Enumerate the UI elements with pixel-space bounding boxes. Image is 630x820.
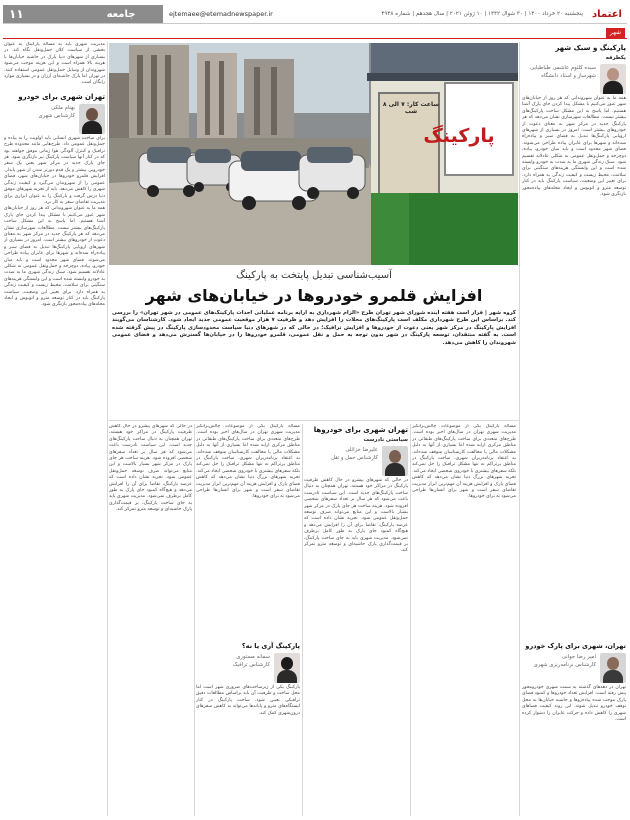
working-hours-sign: ساعت کار: ۷ الی ۸ شب bbox=[382, 101, 440, 115]
story-headline: افزایش قلمرو خودروها در خیابان‌های شهر bbox=[145, 286, 483, 305]
newspaper-logo: اعتماد bbox=[592, 8, 622, 20]
left-column-top-text: مدیریت شهری باید به مساله پارکینگ به عنوان بخشی از سیاست کلان حمل‌ونقل نگاه کند. در بسیاری از شهرهای دنیا پارک در حاشیه خیابان‌ها با هزینه بالا همراه است و این هزینه موجب می‌شود شهروندان از وسایل حمل‌ونقل عمومی استفاده کنند. در تهران اما پارک حاشیه‌ای ارزان و در بسیاری موارد رایگان است. bbox=[4, 42, 105, 86]
author-name: امیر رضا جوانی bbox=[561, 654, 596, 660]
middle-box-title: پارکینگ آری یا نه؟ bbox=[241, 642, 300, 650]
middle-box bbox=[196, 640, 300, 816]
author-role: کارشناس برنامه‌ریزی شهری bbox=[533, 662, 596, 668]
author-role: کارشناس شهری bbox=[38, 112, 75, 119]
author-photo bbox=[79, 104, 105, 134]
parking-photo bbox=[109, 43, 518, 265]
lead-divider bbox=[109, 420, 519, 421]
author-name: سیده کلثوم عاشمی طباطبایی bbox=[530, 65, 596, 71]
right-column-body: همه ما به عنوان شهروندانی که هر روز از خیابان‌های شهر عبور می‌کنیم با مشکل پیدا کردن جای پارک آشنا هستیم. اما پاسخ به این مشکل ساخت پارکینگ‌های بیشتر نیست. مطالعات شهرسازی نشان می‌دهد که هر پارکینگ جدید در مرکز شهر به معنای دعوت از خودروهای بیشتر است. امروز در بسیاری از شهرهای اروپایی پارکینگ‌ها تبدیل به فضای سبز و پیاده‌راه شده‌اند و شهرها برای عابران پیاده طراحی می‌شوند. فضای شهر محدود است و باید میان خودرو، پیاده، دوچرخه و حمل‌ونقل عمومی به شکلی عادلانه تقسیم شود. سبک زندگی شهری ما به شدت به خودرو وابسته شده است و این وابستگی هزینه‌های سنگینی برای سلامت، محیط زیست و کیفیت زندگی به همراه دارد. برای تغییر این وضعیت، سیاست پارکینگ باید در کنار توسعه مترو و اتوبوس و ایجاد محله‌های پیاده‌محور بازنگری شود. bbox=[522, 96, 626, 198]
author-role: شهرساز و استاد دانشگاه bbox=[541, 73, 596, 79]
page-number: ۱۱ bbox=[3, 5, 79, 23]
right-box-body: تهران در دهه‌های گذشته به سمت شهری خودرومحور پیش رفته است. افزایش تعداد خودروها و کمبود فضای پارک موجب شده پیاده‌روها و حاشیه خیابان‌ها به محل توقف خودرو تبدیل شوند. این روند کیفیت فضاهای شهری را کاهش داده و حرکت عابران را دشوار کرده است. bbox=[522, 685, 626, 723]
column-divider bbox=[107, 42, 108, 816]
continuation-text: مساله پارکینگ یکی از موضوعات چالش‌برانگیز مدیریت شهری تهران در سال‌های اخیر بوده است. طرح‌های متعددی برای ساخت پارکینگ‌های طبقاتی در مناطق مرکزی ارایه شده اما بسیاری از آنها به دلیل مشکلات مالی یا مخالفت کارشناسان متوقف شده‌اند. به اعتقاد برنامه‌ریزان شهری، ساخت پارکینگ در مناطق پرتراکم نه تنها مشکل ترافیک را حل نمی‌کند بلکه سفرهای بیشتری با خودروی شخصی ایجاد می‌کند. تجربه شهرهای بزرگ دنیا نشان می‌دهد که کاهش فضای پارک و افزایش هزینه آن مهم‌ترین ابزار مدیریت تقاضای سفر است و شهر برای انسان‌ها طراحی می‌شود نه برای خودروها. bbox=[196, 424, 300, 500]
story-lead-text: گروه شهر | قرار است هفته آینده شورای شهر تهران طرح «الزام شهرداری به ارایه برنامه عملیاتی احداث پارکینگ‌های عمومی در شهر تهران» را بررسی کند. براساس این طرح شهرداری مکلف است پارکینگ‌های محلات را افزایش دهد و ظرفیت ۷ هزار موقعیت عمومی جدید ایجاد شود. کارشناسان می‌گویند افزایش پارکینگ در مرکز شهر یعنی دعوت از خودروها و افزایش ترافیک؛ در حالی که در شهرهای دنیا سیاست محدودسازی پارکینگ در پیش گرفته شده است. به گفته منتقدان، توسعه پارکینگ در شهر بدون توجه به حمل و نقل عمومی، قلمرو خودروها را در خیابان‌ها گسترش می‌دهد و فضای عمومی شهروندان را کاهش می‌دهد. bbox=[112, 310, 516, 346]
parking-lot-illustration bbox=[109, 43, 518, 265]
author-role: کارشناس ترافیک bbox=[232, 662, 270, 668]
page-header bbox=[3, 5, 627, 24]
parking-sign-text: پارکینگ bbox=[423, 125, 495, 147]
right-column bbox=[522, 42, 626, 642]
column-divider bbox=[302, 424, 303, 816]
column-divider bbox=[410, 424, 411, 816]
story-kicker: آسیب‌شناسی تبدیل پایتخت به پارکینگ bbox=[236, 270, 392, 281]
main-story-text: مساله پارکینگ یکی از موضوعات چالش‌برانگیز مدیریت شهری تهران در سال‌های اخیر بوده است. طرح‌های متعددی برای ساخت پارکینگ‌های طبقاتی در مناطق مرکزی ارایه شده اما بسیاری از آنها به دلیل مشکلات مالی یا مخالفت کارشناسان متوقف شده‌اند. به اعتقاد برنامه‌ریزان شهری، ساخت پارکینگ در مناطق پرتراکم نه تنها مشکل ترافیک را حل نمی‌کند بلکه سفرهای بیشتری با خودروی شخصی ایجاد می‌کند. تجربه شهرهای بزرگ دنیا نشان می‌دهد که کاهش فضای پارک و افزایش هزینه آن مهم‌ترین ابزار مدیریت تقاضای سفر است و شهر برای انسان‌ها طراحی می‌شود نه برای خودروها. bbox=[412, 424, 516, 500]
author-photo bbox=[274, 653, 300, 683]
middle-column bbox=[304, 424, 408, 816]
section-label: جامعه bbox=[79, 5, 163, 23]
inner-left-column bbox=[109, 424, 192, 816]
right-column-title: پارکینگ و سبک شهر bbox=[555, 44, 626, 52]
left-column-body-continued: همه ما به عنوان شهروندانی که هر روز از خیابان‌های شهر عبور می‌کنیم با مشکل پیدا کردن جای پارک آشنا هستیم. اما پاسخ به این مشکل ساخت پارکینگ‌های بیشتر نیست. مطالعات شهرسازی نشان می‌دهد که هر پارکینگ جدید در مرکز شهر به معنای دعوت از خودروهای بیشتر است. امروز در بسیاری از شهرهای اروپایی پارکینگ‌ها تبدیل به فضای سبز و پیاده‌راه شده‌اند و شهرها برای عابران پیاده طراحی می‌شوند. فضای شهر محدود است و باید میان خودرو، پیاده، دوچرخه و حمل‌ونقل عمومی به شکلی عادلانه تقسیم شود. سبک زندگی شهری ما به شدت به خودرو وابسته شده است و این وابستگی هزینه‌های سنگینی برای سلامت، محیط زیست و کیفیت زندگی به همراه دارد. برای تغییر این وضعیت، سیاست پارکینگ باید در کنار توسعه مترو و اتوبوس و ایجاد محله‌های پیاده‌محور بازنگری شود. bbox=[4, 206, 105, 308]
author-name: بهنام ملکی bbox=[50, 104, 75, 111]
right-column-box bbox=[522, 640, 626, 816]
section-email[interactable]: ejtemaee@etemadnewspaper.ir bbox=[169, 10, 273, 18]
left-column bbox=[4, 42, 105, 816]
story-lead bbox=[112, 310, 516, 418]
inner-left-text: در حالی که شهرهای پیشرو در حال کاهش ظرفیت پارکینگ در مراکز خود هستند، تهران همچنان به دنبال ساخت پارکینگ‌های جدید است. این سیاست نادرست باعث می‌شود که هر سال بر تعداد سفرهای شخصی افزوده شود. هزینه ساخت هر جای پارک در مرکز شهر بسیار بالاست و این منابع می‌تواند صرف توسعه حمل‌ونقل عمومی شود. تجربه نشان داده است که عرضه پارکینگ، تقاضا برای آن را افزایش می‌دهد و هیچ‌گاه کمبود جای پارک به طور کامل برطرف نمی‌شود. مدیریت شهری باید به جای ساخت پارکینگ، بر قیمت‌گذاری پارک حاشیه‌ای و توسعه مترو تمرکز کند. bbox=[109, 424, 192, 513]
right-column-subtitle: یکطرفه bbox=[605, 55, 626, 61]
author-photo bbox=[600, 64, 626, 94]
author-role: کارشناس حمل و نقل bbox=[331, 455, 378, 461]
middle-box-body: پارکینگ یکی از زیرساخت‌های ضروری شهر است اما محل ساخت و ظرفیت آن باید براساس مطالعات دقیق ترافیکی تعیین شود. ساخت پارکینگ در کنار ایستگاه‌های مترو و پایانه‌ها می‌تواند به کاهش سفرهای درون‌شهری کمک کند. bbox=[196, 685, 300, 716]
left-column-body: برای ساخت شهری انسانی باید اولویت را به پیاده و حمل‌ونقل عمومی داد. طرح‌هایی مانند محدوده طرح ترافیک و کنترل آلودگی هوا زمانی موفق خواهند بود که در کنار آنها سیاست پارکینگ نیز بازنگری شود. هر جای پارک جدید در مرکز شهر یعنی یک سفر خودرویی بیشتر و یک قدم دورتر شدن از شهر پایدار. افزایش قلمرو خودروها در خیابان‌های شهر، فضای عمومی را از شهروندان می‌گیرد و کیفیت زندگی شهری را کاهش می‌دهد. باید از تجربه شهرهای موفق دنیا درس گرفت و پارکینگ را به عنوان ابزاری برای مدیریت تقاضای سفر به کار برد. bbox=[4, 135, 105, 205]
subsection-label: شهر bbox=[606, 28, 625, 38]
main-story-body bbox=[412, 424, 516, 816]
middle-column-title: تهران شهری برای خودروها bbox=[313, 426, 408, 434]
middle-column-subtitle: سیاستی نادرست bbox=[363, 437, 408, 443]
author-photo bbox=[600, 653, 626, 683]
right-box-title: تهران، شهری برای پارک خودرو bbox=[525, 642, 626, 650]
author-name: علیرضا خزائلی bbox=[345, 447, 378, 453]
issue-info: پنجشنبه ۲۰ خرداد ۱۴۰۰ | ۳۰ شوال ۱۴۴۲ | ۱۰ ژوئن ۲۰۲۱ | سال هجدهم | شماره ۴۹۴۸ bbox=[381, 11, 583, 17]
left-column-title: تهران شهری برای خودرو bbox=[18, 92, 105, 101]
subsection-rule bbox=[3, 28, 627, 39]
author-name: سمانه مستوری bbox=[236, 654, 270, 660]
column-divider bbox=[519, 42, 520, 816]
column-divider bbox=[194, 424, 195, 816]
middle-column-body: در حالی که شهرهای پیشرو در حال کاهش ظرفیت پارکینگ در مراکز خود هستند، تهران همچنان به دنبال ساخت پارکینگ‌های جدید است. این سیاست نادرست باعث می‌شود که هر سال بر تعداد سفرهای شخصی افزوده شود. هزینه ساخت هر جای پارک در مرکز شهر بسیار بالاست و این منابع می‌تواند صرف توسعه حمل‌ونقل عمومی شود. تجربه نشان داده است که عرضه پارکینگ، تقاضا برای آن را افزایش می‌دهد و هیچ‌گاه کمبود جای پارک به طور کامل برطرف نمی‌شود. مدیریت شهری باید به جای ساخت پارکینگ، بر قیمت‌گذاری پارک حاشیه‌ای و توسعه مترو تمرکز کند. bbox=[304, 478, 408, 554]
author-photo bbox=[382, 446, 408, 476]
